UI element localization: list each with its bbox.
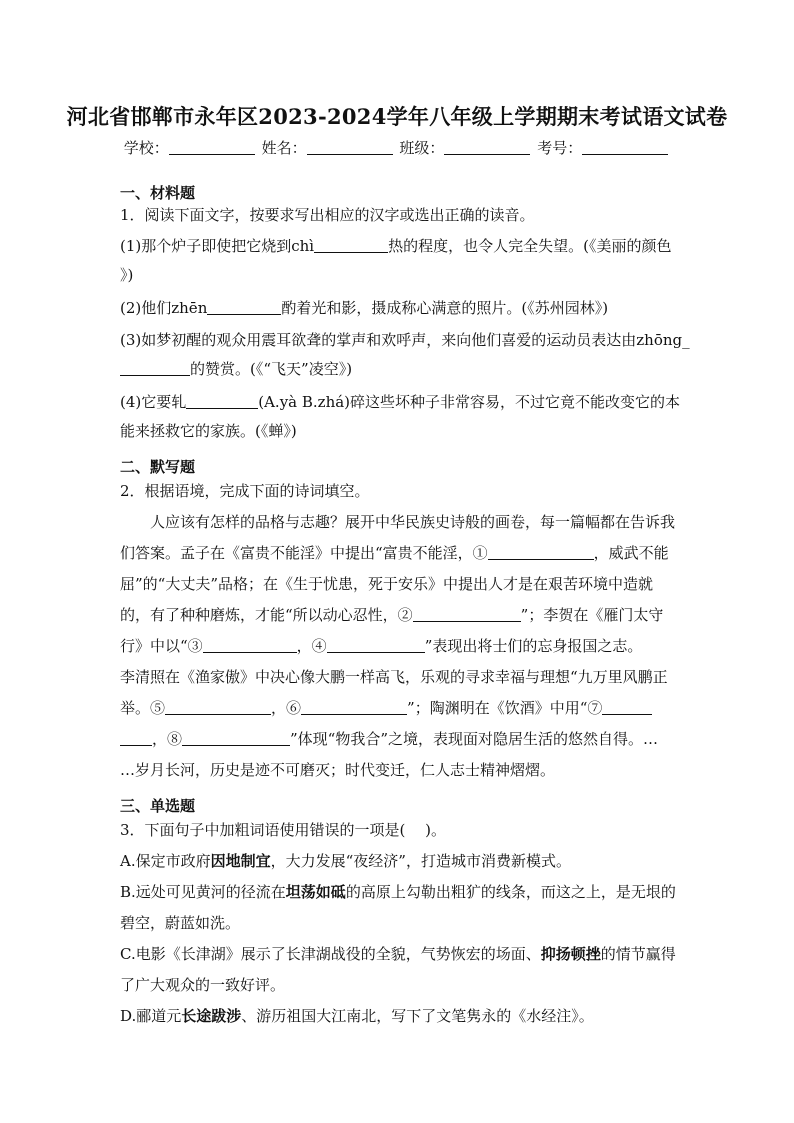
question-2-stem: 2．根据语境，完成下面的诗词填空。 [120, 482, 370, 500]
option-d: D.郦道元长途跋涉、游历祖国大江南北，写下了文笔隽永的《水经注》。 [120, 1007, 594, 1025]
answer-blank [186, 394, 258, 409]
option-c: C.电影《长津湖》展示了长津湖战役的全貌，气势恢宏的场面、抑扬顿挫的情节赢得 [120, 945, 676, 963]
answer-blank-3 [203, 638, 297, 653]
number-label: 考号： [537, 139, 583, 157]
answer-blank-5 [165, 700, 271, 715]
answer-blank-2 [413, 607, 521, 622]
question-2-line-6: 李清照在《渔家傲》中决心像大鹏一样高飞，乐观的寻求幸福与理想“九万里风鹏正 [120, 668, 668, 686]
question-1-part-1-cont: 》) [120, 266, 134, 284]
answer-blank-7 [602, 700, 652, 715]
question-2-line-3: 屈”的“大丈夫”品格；在《生于忧患，死于安乐》中提出人才是在艰苦环境中造就 [120, 575, 654, 593]
page-title: 河北省邯郸市永年区2023-2024学年八年级上学期期末考试语文试卷 [66, 104, 728, 129]
section-heading-3: 三、单选题 [120, 797, 196, 815]
question-1-part-3-cont: 的赞赏。(《“飞天”凌空》) [120, 359, 352, 379]
bold-term: 抑扬顿挫 [540, 945, 601, 963]
option-b: B.远处可见黄河的径流在坦荡如砥的高原上勾勒出粗犷的线条，而这之上，是无垠的 [120, 883, 676, 901]
option-b-cont: 碧空，蔚蓝如洗。 [120, 914, 241, 932]
name-label: 姓名： [261, 139, 307, 157]
number-blank [582, 140, 668, 155]
school-blank [169, 140, 255, 155]
student-info-line [0, 137, 794, 158]
question-1-part-2: (2)他们zhēn 酌着光和影，摄成称心满意的照片。(《苏州园林》) [120, 299, 609, 317]
bold-term: 坦荡如砥 [285, 883, 346, 901]
question-3-stem: 3．下面句子中加粗词语使用错误的一项是( )。 [120, 821, 447, 839]
answer-blank-4 [327, 638, 425, 653]
answer-blank [207, 300, 281, 315]
option-c-cont: 了广大观众的一致好评。 [120, 976, 286, 994]
question-1-part-4: (4)它要轧 (A.yà B.zhá)碎这些坏种子非常容易，不过它竟不能改变它的本 [120, 393, 681, 411]
class-blank [444, 140, 530, 155]
question-2-line-4: 的，有了种种磨炼，才能“所以动心忍性，② ”；李贺在《雁门太守 [120, 606, 664, 624]
answer-blank [120, 361, 190, 376]
question-2-line-5: 行》中以“③ ，④ ”表现出将士们的忘身报国之志。 [120, 637, 643, 655]
question-2-line-9: …岁月长河，历史是迹不可磨灭；时代变迁，仁人志士精神熠熠。 [120, 761, 556, 779]
bold-term: 长途跋涉 [181, 1007, 242, 1025]
question-1-part-3: (3)如梦初醒的观众用震耳欲聋的掌声和欢呼声，来向他们喜爱的运动员表达由zhōng_ [120, 331, 690, 349]
answer-blank-1 [488, 545, 594, 560]
answer-blank [314, 238, 388, 253]
question-1-stem: 1．阅读下面文字，按要求写出相应的汉字或选出正确的读音。 [120, 206, 535, 224]
name-blank [307, 140, 393, 155]
answer-blank-8 [182, 731, 290, 746]
question-1-part-4-cont: 能来拯救它的家族。(《蝉》) [120, 422, 297, 440]
question-2-line-2: 们答案。孟子在《富贵不能淫》中提出“富贵不能淫，① ，威武不能 [120, 544, 669, 562]
question-1-part-1: (1)那个炉子即使把它烧到chì 热的程度，也令人完全失望。(《美丽的颜色 [120, 237, 672, 255]
bold-term: 因地制宜 [210, 852, 271, 870]
question-2-line-7: 举。⑤ ，⑥ ”；陶渊明在《饮酒》中用“⑦ [120, 698, 652, 718]
section-heading-2: 二、默写题 [120, 458, 196, 476]
answer-blank-7-cont [120, 731, 152, 746]
answer-blank-6 [301, 700, 407, 715]
option-a: A.保定市政府因地制宜，大力发展“夜经济”，打造城市消费新模式。 [120, 852, 571, 870]
school-label: 学校： [123, 139, 169, 157]
question-2-line-1: 人应该有怎样的品格与志趣？展开中华民族史诗般的画卷，每一篇幅都在告诉我 [150, 513, 676, 531]
section-heading-1: 一、材料题 [120, 184, 196, 202]
question-2-line-8: ，⑧ ”体现“物我合”之境，表现面对隐居生活的悠然自得。… [120, 729, 658, 749]
class-label: 班级： [399, 139, 445, 157]
